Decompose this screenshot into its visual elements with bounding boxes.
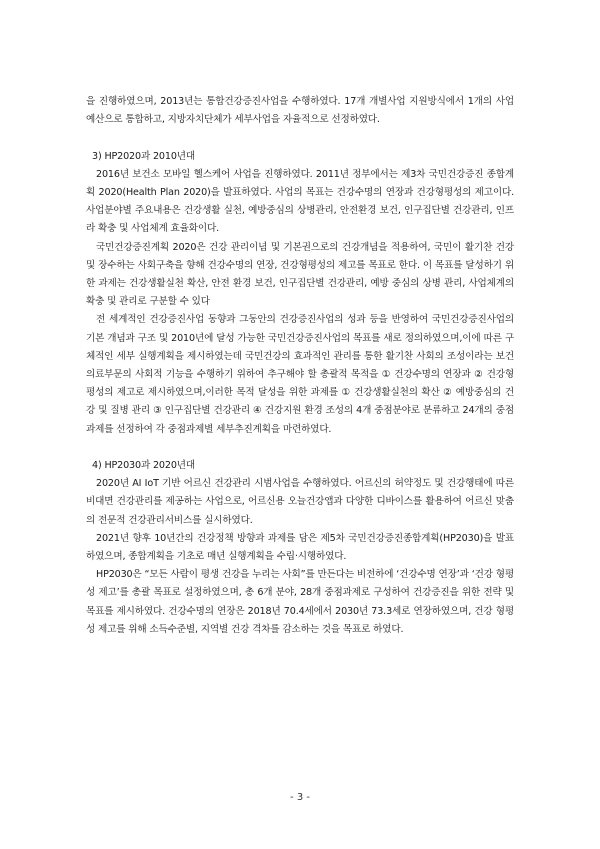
section-4-paragraph-1: 2020년 AI IoT 기반 어르신 건강관리 시범사업을 수행하였다. 어르신의 허약정도 및 건강행태에 따른 비대면 건강관리를 제공하는 사업으로, 어르신용 오늘건강앱과 다양한 디바이스를 활용하여 어르신 맞춤의 전문적 건강관리서비스를 실시하였다. — [86, 478, 514, 526]
section-4-heading: 4) HP2030과 2020년대 — [92, 460, 196, 472]
intro-paragraph: 을 진행하였으며, 2013년는 통합건강증진사업을 수행하였다. 17개 개별사업 지원방식에서 1개의 사업예산으로 통합하고, 지방자치단체가 세부사업을 자율적으로 선정하였다. — [86, 96, 514, 126]
spacer — [86, 439, 514, 457]
section-3-paragraph-3: 전 세계적인 건강증진사업 동향과 그동안의 건강증진사업의 성과 등을 반영하여 국민건강증진사업의 기본 개념과 구조 및 2010년에 달성 가능한 국민건강증진사업의 목표를 새로 정의하였으며,이에 따른 구체적인 세부 실행계획을 제시하였는데 국민건강의 효과적인 관리를 통한 활기찬 사회의 조성이라는 보건의료부문의 사회적 기능을 수행하기 위하여 추구해야 할 총괄적 목적을 ① 건강수명의 연장과 ② 건강형평성의 제고로 제시하였으며,이러한 목적 달성을 위한 과제를 ① 건강생활실천의 확산 ② 예방중심의 건강 및 질병 관리 ③ 인구집단별 건강관리 ④ 건강지원 환경 조성의 4개 중점분야로 분류하고 24개의 중점과제를 선정하여 각 중점과제별 세부추진계획을 마련하였다. — [86, 314, 514, 435]
spacer — [86, 129, 514, 147]
section-3-paragraph-2: 국민건강증진계획 2020은 건강 관리이념 및 기본권으로의 건강개념을 적용하여, 국민이 활기찬 건강 및 장수하는 사회구축을 향해 건강수명의 연장, 건강형평성의 제고를 목표로 한다. 이 목표를 달성하기 위한 과제는 건강생활실천 확산, 안전 환경 보건, 인구집단별 건강관리, 예방 중심의 상병 관리, 사업체계의 확충 및 관리로 구분할 수 있다 — [86, 241, 514, 308]
section-4-paragraph-3: HP2030은 “모든 사람이 평생 건강을 누리는 사회”를 만든다는 비전하에 ‘건강수명 연장’과 ‘건강 형평성 제고’를 총괄 목표로 설정하였으며, 총 6개 분야, 28개 중점과제로 구성하여 건강증진을 위한 전략 및 목표를 제시하였다. 건강수명의 연장은 2018년 70.4세에서 2030년 73.3세로 연장하였으며, 건강 형평성 제고를 위해 소득수준별, 지역별 건강 격차를 감소하는 것을 목표로 하였다. — [86, 569, 514, 635]
section-3-heading: 3) HP2020과 2010년대 — [92, 150, 196, 162]
document-body — [86, 93, 514, 639]
section-4-paragraph-2: 2021년 향후 10년간의 건강정책 방향과 과제를 담은 제5차 국민건강증진종합계획(HP2030)을 발표하였으며, 종합계획을 기초로 매년 실행계획을 수립·시행하였다. — [86, 532, 514, 563]
section-3-paragraph-1: 2016년 보건소 모바일 헬스케어 사업을 진행하였다. 2011년 정부에서는 제3차 국민건강증진 종합계획 2020(Health Plan 2020)을 발표하였다. 사업의 목표는 건강수명의 연장과 건강형평성의 제고이다. 사업분야별 주요내용은 건강생활 실천, 예방중심의 상병관리, 안전환경 보건, 인구집단별 건강관리, 인프라 확충 및 사업체계 효율화이다. — [86, 168, 514, 235]
page-number: - 3 - — [290, 792, 310, 803]
